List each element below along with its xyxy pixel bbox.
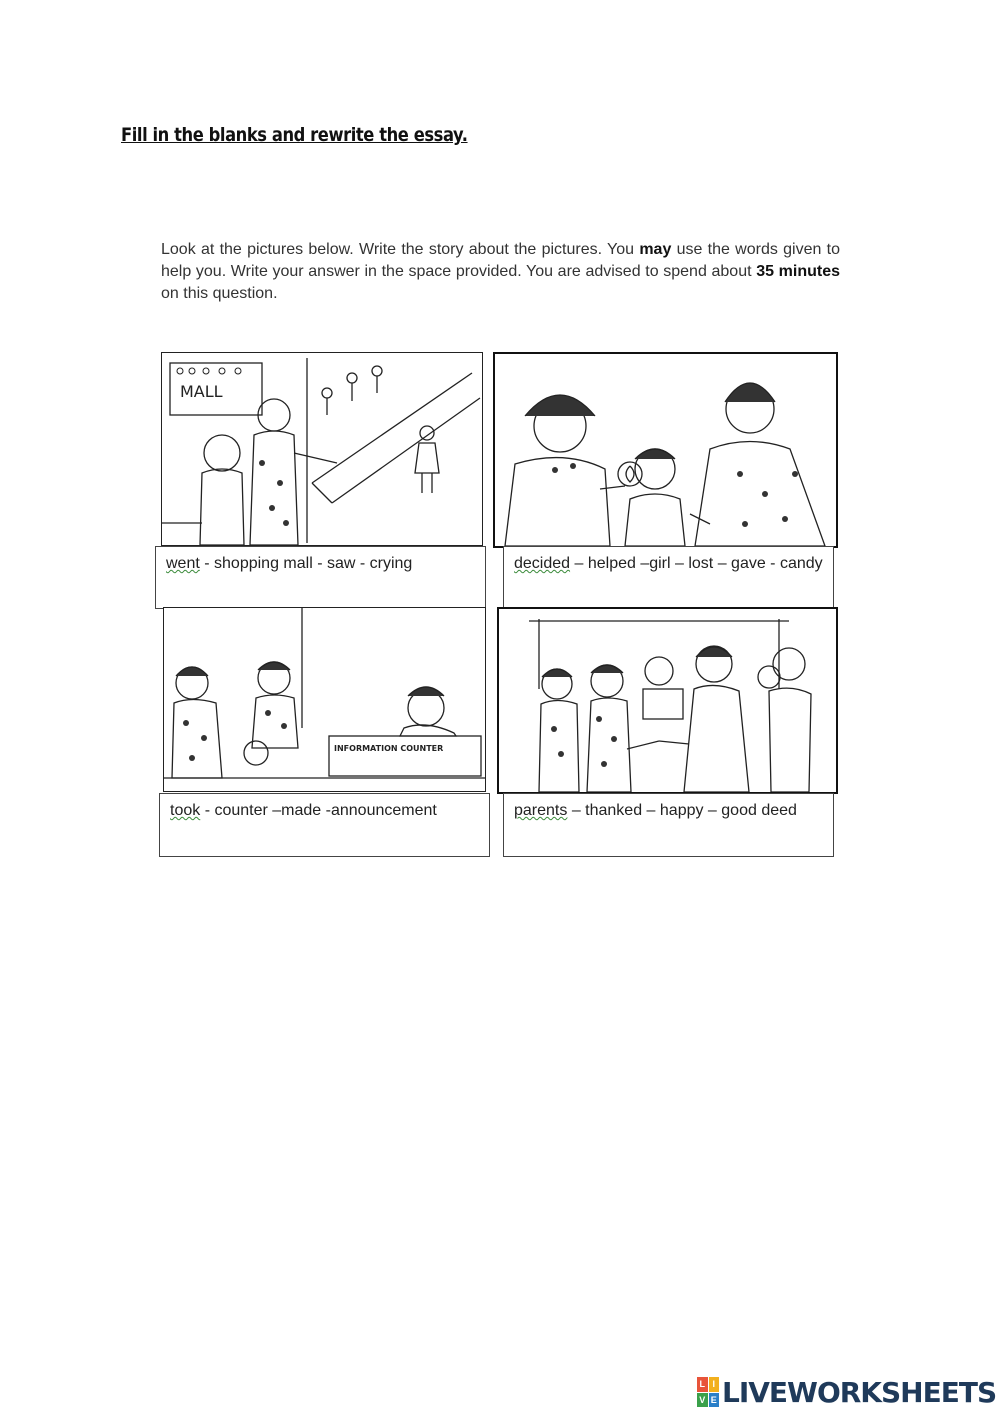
picture-panel-candy	[493, 352, 838, 548]
word-box-4: parents – thanked – happy – good deed	[503, 793, 834, 857]
mall-sign: MALL	[180, 382, 223, 401]
liveworksheets-logo	[697, 1375, 996, 1409]
counter-illustration	[164, 608, 485, 791]
logo-text: LIVEWORKSHEETS	[722, 1375, 997, 1409]
word-box-2: decided – helped –girl – lost – gave - candy	[503, 546, 834, 609]
worksheet-title: Fill in the blanks and rewrite the essay.	[121, 124, 468, 146]
picture-panel-mall	[161, 352, 483, 546]
parents-illustration	[499, 609, 836, 792]
logo-badge-icon: L I V E	[697, 1377, 719, 1407]
counter-sign: INFORMATION COUNTER	[334, 744, 444, 753]
word-box-1: went - shopping mall - saw - crying	[155, 546, 486, 609]
picture-panel-parents	[497, 607, 838, 794]
mall-illustration	[162, 353, 482, 545]
candy-illustration	[495, 354, 836, 546]
word-box-3: took - counter –made -announcement	[159, 793, 490, 857]
picture-panel-counter	[163, 607, 486, 792]
instructions-text: Look at the pictures below. Write the story about the pictures. You may use the words given to help you. Write your answer in the space provided. You are advised to spend about 35 minutes on this question.	[161, 241, 840, 302]
